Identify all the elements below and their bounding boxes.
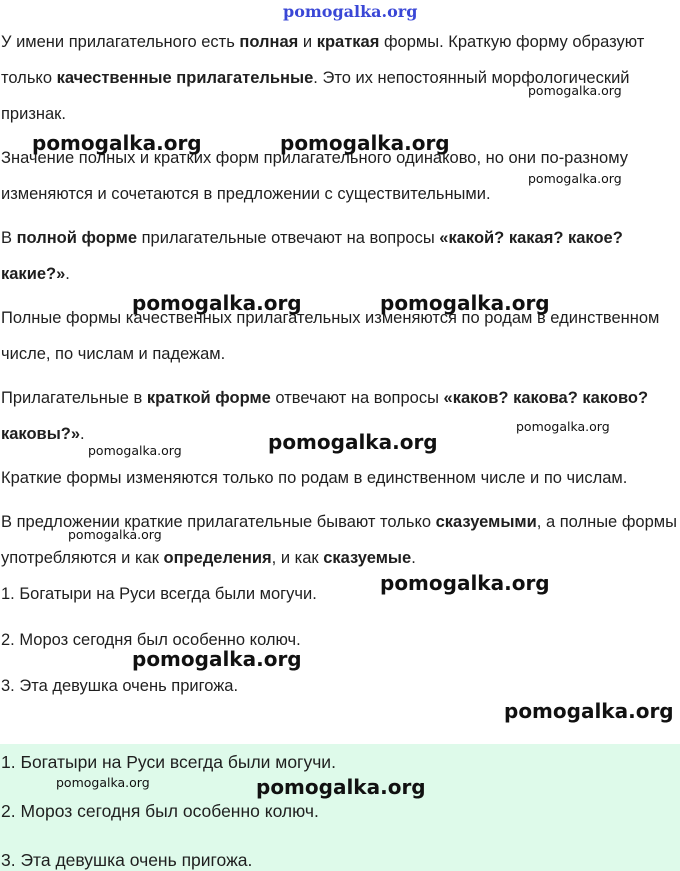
answer-block [0,744,680,871]
text-span: В [1,229,17,247]
watermark: pomogalka.org [504,699,674,723]
text-span: прилагательные отвечают на вопросы [137,229,440,247]
text-span: . [80,425,85,443]
watermark: pomogalka.org [268,430,438,454]
watermark: pomogalka.org [528,171,622,186]
bold-term-full-form: полной форме [16,229,138,247]
text-span: , и как [271,549,324,567]
watermark: pomogalka.org [132,291,302,315]
answer-line-2: 2. Мороз сегодня был особенно колюч. [1,801,319,821]
watermark: pomogalka.org [528,83,622,98]
bold-questions-full: «какой? какая? какое? какие?» [1,229,623,283]
watermark: pomogalka.org [256,775,426,799]
text-span: отвечают на вопросы [270,389,444,407]
text-span: . [411,549,416,567]
text-span: У имени прилагательного есть [1,33,240,51]
text-span: . Это их непостоянный морфологический признак. [1,69,630,123]
watermark: pomogalka.org [380,571,550,595]
watermark: pomogalka.org [132,647,302,671]
watermark: pomogalka.org [88,443,182,458]
bold-term-predicates-2: сказуемые [323,549,412,567]
example-line-2: 2. Мороз сегодня был особенно колюч. [1,631,301,649]
paragraph-short-form-change: Краткие формы изменяются только по родам в единственном числе и по числам. [1,469,628,487]
bold-term-short: краткая [316,33,380,51]
bold-term-attributes: определения [163,549,272,567]
bold-questions-short: «каков? какова? каково? каковы?» [1,389,649,443]
answer-line-1: 1. Богатыри на Руси всегда были могучи. [1,752,336,772]
text-span: В предложении краткие прилагательные бывают только [1,513,436,531]
answer-line-3: 3. Эта девушка очень пригожа. [1,850,253,870]
watermark: pomogalka.org [68,527,162,542]
text-span: формы. Краткую форму образуют только [1,33,645,87]
bold-term-predicates: сказуемыми [435,513,537,531]
paragraph-full-form-questions [0,220,680,292]
text-span: . [65,265,70,283]
example-line-1: 1. Богатыри на Руси всегда были могучи. [1,585,317,603]
paragraph-full-form-change: Полные формы качественных прилагательных изменяются по родам в единственном числе, по числам и падежам. [1,309,660,363]
watermark: pomogalka.org [56,775,150,790]
example-line-3: 3. Эта девушка очень пригожа. [1,677,239,695]
paragraph-meaning: Значение полных и кратких форм прилагательного одинаково, но они по-разному изменяются и сочетаются в предложении с существительными. [1,149,628,203]
watermark: pomogalka.org [32,131,202,155]
paragraph-forms [0,24,680,132]
watermark-top: pomogalka.org [283,2,418,21]
bold-term-short-form: краткой форме [146,389,271,407]
bold-term-qualitative: качественные прилагательные [56,69,314,87]
watermark: pomogalka.org [516,419,610,434]
text-span: Прилагательные в [1,389,147,407]
text-span: , а полные формы употребляются и как [1,513,677,567]
watermark: pomogalka.org [280,131,450,155]
watermark: pomogalka.org [380,291,550,315]
text-span: и [298,33,317,51]
bold-term-full: полная [239,33,299,51]
